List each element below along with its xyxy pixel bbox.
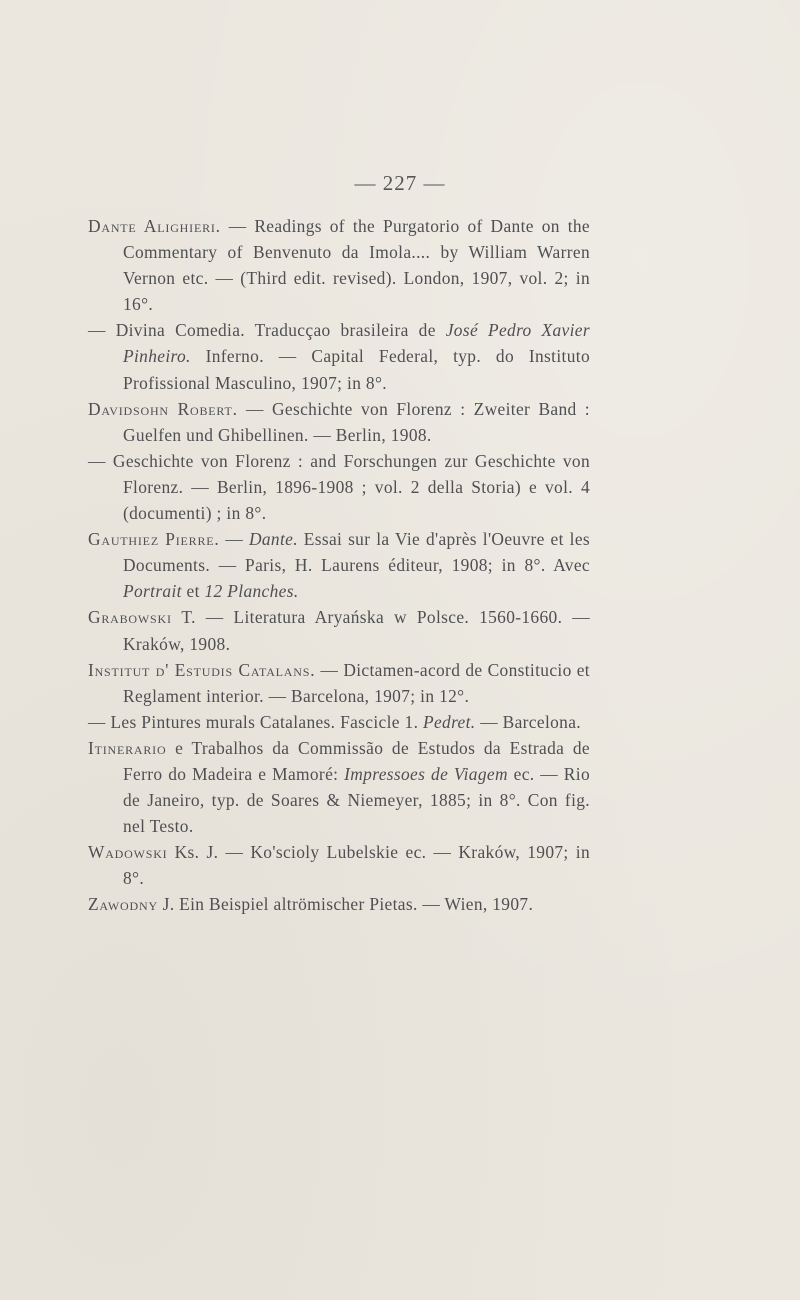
entry-italic-title: Dante. [248, 529, 298, 550]
entry-pintures-murals [88, 709, 590, 735]
entry-zawodny [88, 891, 590, 917]
entry-divina-comedia [88, 317, 590, 395]
entry-text: — Geschichte von Florenz : Zweiter Band : Guelfen und Ghibellinen. — Berlin, 1908. [123, 398, 590, 445]
entry-text: — Dictamen-acord de Constitucio et Reglament interior. — Barcelona, 1907; in 12°. [123, 659, 590, 706]
entry-conjunction: et [181, 581, 205, 602]
entry-text: Inferno. — Capital Federal, typ. do Instituto Profissional Masculino, 1907; in 8°. [123, 346, 590, 393]
entry-text: Ks. J. — Ko'scioly Lubelskie ec. — Kraków, 1907; in 8°. [123, 842, 590, 889]
entry-lead: — Divina Comedia. Traducçao brasileira de [88, 320, 446, 341]
entry-dante-readings [88, 213, 590, 317]
entry-separator: — [219, 529, 249, 550]
entry-author: Dante Alighieri. [88, 216, 221, 236]
entry-institut-catalans [88, 657, 590, 709]
entry-itinerario [88, 735, 590, 839]
entry-text: — Readings of the Purgatorio of Dante on the Commentary of Benvenuto da Imola.... by William Warren Vernon etc. — (Third edit. revised). London, 1907, vol. 2; in 16°. [123, 216, 590, 315]
entry-author: Davidsohn Robert. [88, 398, 238, 419]
entry-text: Essai sur la Vie d'après l'Oeuvre et les Documents. — Paris, H. Laurens éditeur, 1908; in 8°. Avec [123, 529, 591, 576]
entry-davidsohn [88, 396, 590, 448]
entry-italic: José Pedro Xavier Pinheiro. [123, 320, 590, 367]
entry-author: Grabowski [88, 607, 172, 628]
page-number: — 227 — [354, 171, 446, 195]
entry-lead: — Les Pintures murals Catalanes. Fascicle 1. [88, 711, 423, 732]
entry-italic-portrait: Portrait [123, 581, 182, 602]
entry-italic: Pedret. [423, 711, 476, 732]
entry-text: J. Ein Beispiel altrömischer Pietas. — Wien, 1907. [157, 894, 534, 915]
entry-grabowski [88, 604, 590, 656]
entry-text: T. — Literatura Aryańska w Polsce. 1560-1660. — Kraków, 1908. [123, 607, 590, 654]
entry-author: Institut d' Estudis Catalans. [88, 659, 316, 680]
entry-author: Zawodny [88, 894, 158, 915]
entry-text-end: ec. — Rio de Janeiro, typ. de Soares & Niemeyer, 1885; in 8°. Con fig. nel Testo. [123, 763, 590, 837]
entry-italic-planches: 12 Planches. [204, 581, 299, 602]
entry-text: — Barcelona. [475, 711, 581, 732]
entry-gauthiez [88, 526, 590, 604]
entry-author: Itinerario [88, 737, 167, 758]
entry-italic: Impressoes de Viagem [344, 763, 508, 784]
entry-text: e Trabalhos da Commissão de Estudos da Estrada de Ferro do Madeira e Mamoré: [123, 737, 590, 784]
entry-wadowski [88, 839, 590, 891]
entry-geschichte-forschungen [88, 448, 590, 526]
entry-author: Wadowski [88, 842, 168, 863]
entry-author: Gauthiez Pierre. [88, 529, 220, 550]
bibliography-list [88, 213, 590, 918]
entry-text: — Geschichte von Florenz : and Forschungen zur Geschichte von Florenz. — Berlin, 1896-1908 ; vol. 2 della Storia) e vol. 4 (documenti) ; in 8°. [88, 450, 590, 524]
